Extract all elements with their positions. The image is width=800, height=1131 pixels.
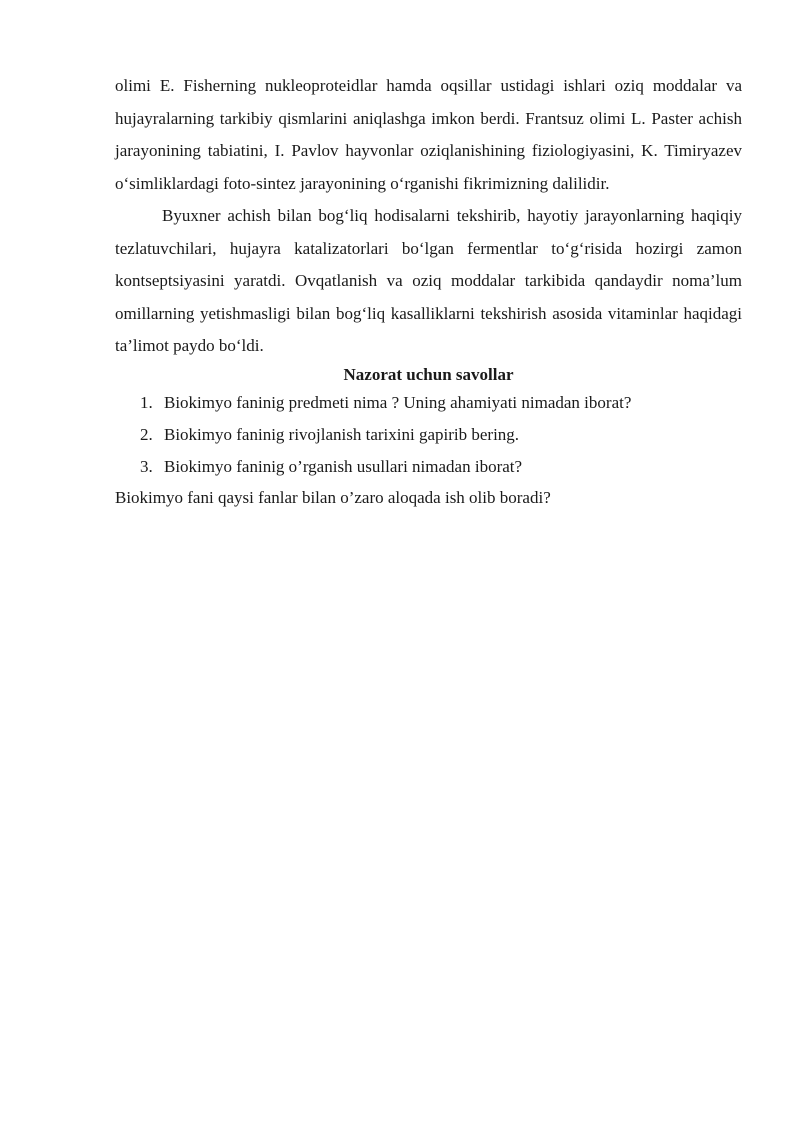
question-item [115, 387, 742, 419]
question-item [115, 451, 742, 483]
final-question: Biokimyo fani qaysi fanlar bilan o’zaro aloqada ish olib boradi? [115, 487, 551, 507]
section-heading: Nazorat uchun savollar [343, 364, 514, 384]
document-page [115, 70, 742, 513]
paragraph-1: olimi E. Fisherning nukleoproteidlar hamda oqsillar ustidagi ishlari oziq moddalar va hujayralarning tarkibiy qismlarini aniqlashga imkon berdi. Frantsuz olimi L. Paster achish jarayonining tabiatini, I. Pavlov hayvonlar oziqlanishining fiziologiyasini, K. Timiryazev o‘simliklardagi foto-sintez jarayonining o‘rganishi fikrimizning dalilidir. [115, 76, 742, 193]
question-item [115, 419, 742, 451]
question-number: 1. [140, 392, 153, 412]
question-number: 3. [140, 456, 153, 476]
question-text: Biokimyo faninig o’rganish usullari nimadan iborat? [164, 456, 523, 476]
questions-list [115, 387, 742, 483]
question-text: Biokimyo faninig predmeti nima ? Uning ahamiyati nimadan iborat? [164, 392, 632, 412]
paragraph-2: Byuxner achish bilan bog‘liq hodisalarni tekshirib, hayotiy jarayonlarning haqiqiy tezlatuvchilari, hujayra katalizatorlari bo‘lgan fermentlar to‘g‘risida hozirgi zamon kontseptsiyasini yaratdi. Ovqatlanish va oziq moddalar tarkibida qandaydir noma’lum omillarning yetishmasligi bilan bog‘liq kasalliklarni tekshirish asosida vitaminlar haqidagi ta’limot paydo bo‘ldi. [115, 206, 742, 355]
question-number: 2. [140, 424, 153, 444]
question-text: Biokimyo faninig rivojlanish tarixini gapirib bering. [164, 424, 520, 444]
